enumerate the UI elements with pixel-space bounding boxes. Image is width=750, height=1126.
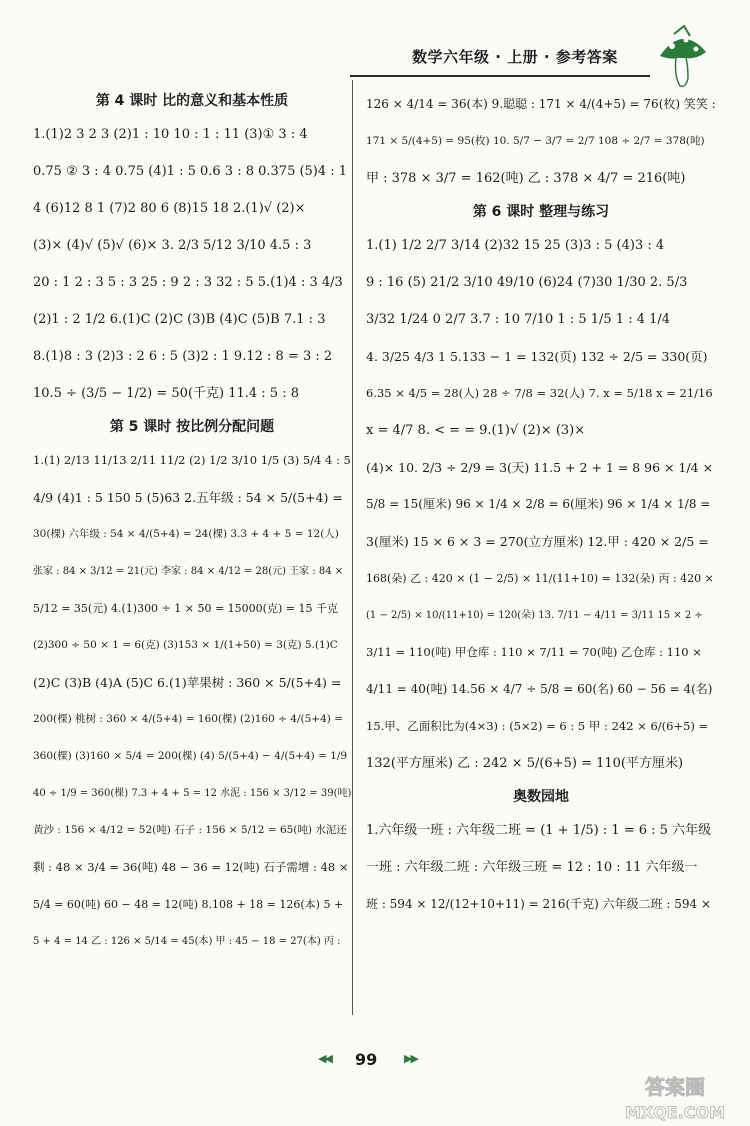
text-line: 1.(1)2 3 2 3 (2)1 : 10 10 : 1 : 11 (3)① 3 : 4 [33, 127, 308, 142]
text-line: 张家 : 84 × 3/12 = 21(元) 李家 : 84 × 4/12 = 28(元) 王家 : 84 × [33, 566, 344, 577]
header-rule [350, 75, 650, 77]
text-line: 6.35 × 4/5 = 28(人) 28 ÷ 7/8 = 32(人) 7. x = 5/18 x = 21/16 [366, 386, 713, 400]
text-line: 360(棵) (3)160 × 5/4 = 200(棵) (4) 5/(5+4) − 4/(5+4) = 1/9 [33, 750, 348, 762]
text-line: 4/11 = 40(吨) 14.56 × 4/7 ÷ 5/8 = 60(名) 60 − 56 = 4(名) [366, 682, 713, 696]
text-line: 5/12 = 35(元) 4.(1)300 ÷ 1 × 50 = 15000(克) = 15 千克 [33, 602, 338, 615]
text-line: 126 × 4/14 = 36(本) 9.聪聪 : 171 × 4/(4+5) = 76(枚) 笑笑 : [366, 97, 716, 111]
text-line: (2)C (3)B (4)A (5)C 6.(1)苹果树 : 360 × 5/(5+4) = [33, 675, 342, 690]
left-column [33, 86, 351, 960]
text-line: 200(棵) 桃树 : 360 × 4/(5+4) = 160(棵) (2)160 ÷ 4/(5+4) = [33, 713, 344, 725]
lesson5-title: 第 5 课时 按比例分配问题 [109, 419, 275, 435]
text-line: 4. 3/25 4/3 1 5.133 − 1 = 132(页) 132 ÷ 2/5 = 330(页) [366, 349, 708, 364]
lesson4-title: 第 4 课时 比的意义和基本性质 [95, 93, 289, 109]
text-line: 5 + 4 = 14 乙 : 126 × 5/14 = 45(本) 甲 : 45 − 18 = 27(本) 丙 : [33, 936, 341, 947]
watermark-logo [610, 1070, 740, 1125]
text-line: 班 : 594 × 12/(12+10+11) = 216(千克) 六年级二班 : 594 × [366, 897, 712, 911]
lesson6-title: 第 6 课时 整理与练习 [472, 204, 610, 220]
page-number: 99 [355, 1050, 378, 1069]
watermark-url: MXQE.COM [624, 1103, 726, 1122]
text-line: 171 × 5/(4+5) = 95(枚) 10. 5/7 − 3/7 = 2/7 108 ÷ 2/7 = 378(吨) [366, 135, 705, 147]
text-line: 1.(1) 2/13 11/13 2/11 11/2 (2) 1/2 3/10 1/5 (3) 5/4 4 : 5 [33, 453, 351, 467]
text-line: 4 (6)12 8 1 (7)2 80 6 (8)15 18 2.(1)√ (2)× [33, 201, 306, 216]
text-line: 168(朵) 乙 : 420 × (1 − 2/5) × 11/(11+10) = 132(朵) 丙 : 420 × [366, 572, 714, 585]
text-line: 甲 : 378 × 3/7 = 162(吨) 乙 : 378 × 4/7 = 216(吨) [366, 171, 686, 186]
text-line: 20 : 1 2 : 3 5 : 3 25 : 9 2 : 3 32 : 5 5.(1)4 : 3 4/3 [33, 275, 343, 290]
right-column [366, 86, 716, 923]
text-line: 一班 : 六年级二班 : 六年级三班 = 12 : 10 : 11 六年级一 [366, 860, 698, 875]
text-line: 4/9 (4)1 : 5 150 5 (5)63 2.五年级 : 54 × 5/(5+4) = [33, 490, 343, 505]
text-line: 黄沙 : 156 × 4/12 = 52(吨) 石子 : 156 × 5/12 = 65(吨) 水泥还 [33, 824, 347, 836]
text-line: (4)× 10. 2/3 ÷ 2/9 = 3(天) 11.5 + 2 + 1 = 8 96 × 1/4 × [366, 460, 714, 475]
next-arrows-icon: ▶▶ [404, 1052, 417, 1065]
text-line: (2)300 ÷ 50 × 1 = 6(克) (3)153 × 1/(1+50) = 3(克) 5.(1)C [33, 639, 338, 651]
text-line: 5/8 = 15(厘米) 96 × 1/4 × 2/8 = 6(厘米) 96 × 1/4 × 1/8 = [366, 497, 711, 511]
olympiad-title: 奥数园地 [513, 789, 569, 805]
text-line: 3/32 1/24 0 2/7 3.7 : 10 7/10 1 : 5 1/5 1 : 4 1/4 [366, 312, 671, 327]
watermark-title: 答案圈 [645, 1075, 705, 1099]
text-line: 5/4 = 60(吨) 60 − 48 = 12(吨) 8.108 + 18 = 126(本) 5 + [33, 898, 344, 911]
text-line: 1.六年级一班 : 六年级二班 = (1 + 1/5) : 1 = 6 : 5 六年级 [366, 823, 712, 838]
mushroom-logo-icon [652, 22, 712, 92]
text-line: 132(平方厘米) 乙 : 242 × 5/(6+5) = 110(平方厘米) [366, 756, 684, 771]
text-line: 30(棵) 六年级 : 54 × 4/(5+4) = 24(棵) 3.3 + 4 + 5 = 12(人) [33, 528, 339, 540]
text-line: 8.(1)8 : 3 (2)3 : 2 6 : 5 (3)2 : 1 9.12 : 8 = 3 : 2 [33, 349, 333, 364]
text-line: 9 : 16 (5) 21/2 3/10 49/10 (6)24 (7)30 1/30 2. 5/3 [366, 275, 688, 290]
text-line: 剩 : 48 × 3/4 = 36(吨) 48 − 36 = 12(吨) 石子需增 : 48 × [33, 860, 349, 874]
text-line: x = 4/7 8. < = = 9.(1)√ (2)× (3)× [366, 423, 586, 438]
page-header [0, 0, 750, 80]
text-line: 15.甲、乙面积比为(4×3) : (5×2) = 6 : 5 甲 : 242 × 6/(6+5) = [366, 719, 709, 733]
text-line: 1.(1) 1/2 2/7 3/14 (2)32 15 25 (3)3 : 5 (4)3 : 4 [366, 238, 665, 253]
text-line: 40 ÷ 1/9 = 360(棵) 7.3 + 4 + 5 = 12 水泥 : 156 × 3/12 = 39(吨) [33, 788, 351, 799]
header-title: 数学六年级 · 上册 · 参考答案 [412, 48, 618, 66]
text-line: 0.75 ② 3 : 4 0.75 (4)1 : 5 0.6 3 : 8 0.375 (5)4 : 1 [33, 164, 348, 179]
column-divider [352, 80, 353, 1015]
text-line: 3/11 = 110(吨) 甲仓库 : 110 × 7/11 = 70(吨) 乙仓库 : 110 × [366, 645, 702, 659]
text-line: 10.5 ÷ (3/5 − 1/2) = 50(千克) 11.4 : 5 : 8 [33, 386, 299, 401]
prev-arrows-icon: ◀◀ [318, 1052, 331, 1065]
text-line: 3(厘米) 15 × 6 × 3 = 270(立方厘米) 12.甲 : 420 × 2/5 = [366, 534, 709, 549]
text-line: (1 − 2/5) × 10/(11+10) = 120(朵) 13. 7/11 − 4/11 = 3/11 15 × 2 ÷ [366, 610, 703, 621]
text-line: (2)1 : 2 1/2 6.(1)C (2)C (3)B (4)C (5)B 7.1 : 3 [33, 312, 326, 327]
text-line: (3)× (4)√ (5)√ (6)× 3. 2/3 5/12 3/10 4.5 : 3 [33, 238, 312, 253]
